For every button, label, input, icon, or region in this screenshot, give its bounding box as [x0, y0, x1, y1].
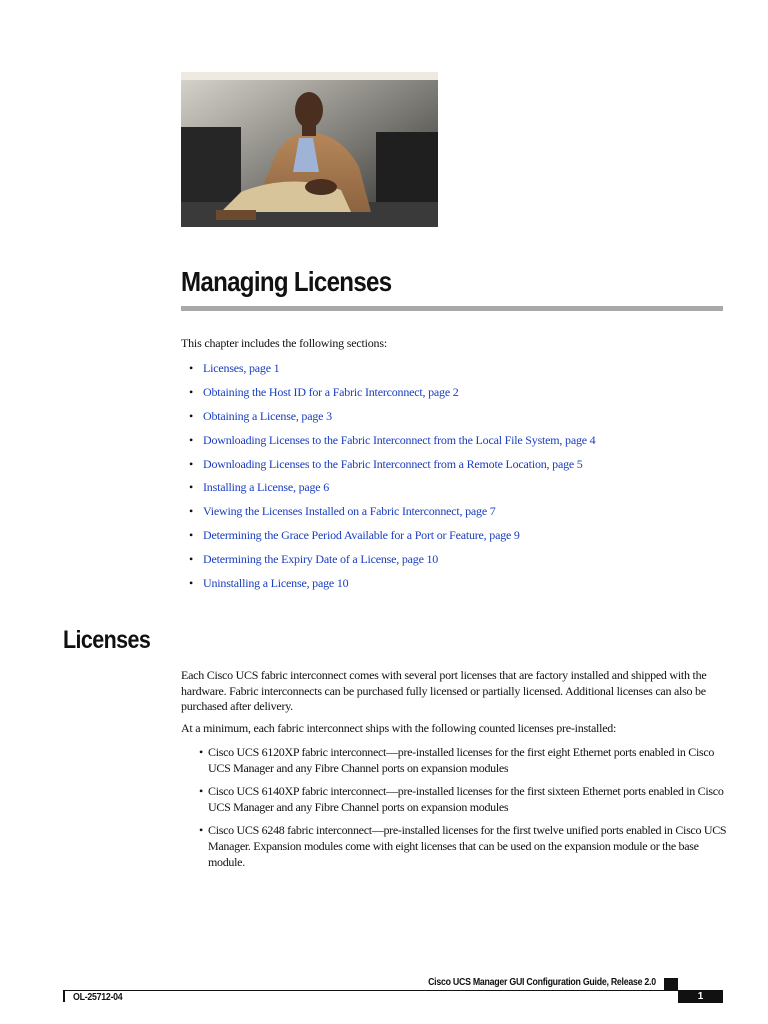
section-paragraph: Each Cisco UCS fabric interconnect comes with several port licenses that are factory installed and shipped with the hardware. Fabric interconnects can be purchased fully licensed or partially licensed. Additional licenses can also be purchased after delivery. [181, 668, 707, 714]
toc-item: • Installing a License, page 6 [189, 480, 330, 495]
section-paragraph: At a minimum, each fabric interconnect ships with the following counted licenses pre-installed: [181, 721, 617, 735]
list-item-text: Cisco UCS 6140XP fabric interconnect—pre-installed licenses for the first sixteen Ethernet ports enabled in Cisco UCS Manager and any Fibre Channel ports on expansion modules [208, 784, 724, 814]
footer-tick [63, 990, 65, 1002]
footer-guide-title: Cisco UCS Manager GUI Configuration Guide, Release 2.0 [428, 977, 656, 988]
toc-link[interactable]: Downloading Licenses to the Fabric Interconnect from the Local File System, page 4 [203, 432, 596, 447]
toc-link[interactable]: Determining the Expiry Date of a License, page 10 [203, 552, 439, 567]
toc-item: • Obtaining a License, page 3 [189, 408, 332, 423]
page-number: 1 [678, 990, 723, 1003]
toc-link[interactable]: Obtaining the Host ID for a Fabric Interconnect, page 2 [203, 384, 459, 399]
toc-item: • Obtaining the Host ID for a Fabric Interconnect, page 2 [189, 384, 459, 399]
toc-item: • Determining the Expiry Date of a License, page 10 [189, 552, 439, 567]
list-item: • Cisco UCS 6248 fabric interconnect—pre-installed licenses for the first twelve unified ports enabled in Cisco UCS Manager. Expansion modules come with eight licenses that can be used on the expansion module or the base module. [199, 823, 727, 869]
toc-item: • Downloading Licenses to the Fabric Interconnect from the Local File System, page 4 [189, 432, 596, 447]
toc-item: • Licenses, page 1 [189, 361, 280, 375]
footer-divider [63, 990, 723, 991]
toc-link[interactable]: Licenses, page 1 [203, 361, 280, 375]
toc-item: • Determining the Grace Period Available for a Port or Feature, page 9 [189, 528, 520, 543]
toc-item: • Viewing the Licenses Installed on a Fabric Interconnect, page 7 [189, 504, 496, 519]
section-title: Licenses [63, 626, 151, 654]
chapter-photo [181, 72, 438, 227]
license-bullet-list [199, 745, 729, 878]
toc-link[interactable]: Downloading Licenses to the Fabric Interconnect from a Remote Location, page 5 [203, 456, 583, 471]
toc-link[interactable]: Viewing the Licenses Installed on a Fabric Interconnect, page 7 [203, 504, 496, 519]
chapter-intro: This chapter includes the following sections: [181, 336, 387, 350]
toc-list [181, 361, 596, 600]
footer-marker [664, 978, 678, 990]
toc-item: • Downloading Licenses to the Fabric Interconnect from a Remote Location, page 5 [189, 456, 583, 471]
list-item-text: Cisco UCS 6248 fabric interconnect—pre-installed licenses for the first twelve unified ports enabled in Cisco UCS Manager. Expansion modules come with eight licenses that can be used on the expansion module or the base module. [208, 823, 727, 869]
toc-link[interactable]: Obtaining a License, page 3 [203, 408, 332, 423]
toc-item: • Uninstalling a License, page 10 [189, 576, 349, 591]
toc-link[interactable]: Installing a License, page 6 [203, 480, 330, 495]
footer-doc-number: OL-25712-04 [73, 992, 123, 1003]
toc-link[interactable]: Uninstalling a License, page 10 [203, 576, 349, 591]
list-item: • Cisco UCS 6120XP fabric interconnect—pre-installed licenses for the first eight Ethernet ports enabled in Cisco UCS Manager and any Fibre Channel ports on expansion modules [199, 745, 715, 775]
title-divider [181, 306, 723, 311]
chapter-title: Managing Licenses [181, 266, 392, 297]
toc-link[interactable]: Determining the Grace Period Available for a Port or Feature, page 9 [203, 528, 520, 543]
list-item: • Cisco UCS 6140XP fabric interconnect—pre-installed licenses for the first sixteen Ethernet ports enabled in Cisco UCS Manager and any Fibre Channel ports on expansion modules [199, 784, 724, 814]
list-item-text: Cisco UCS 6120XP fabric interconnect—pre-installed licenses for the first eight Ethernet ports enabled in Cisco UCS Manager and any Fibre Channel ports on expansion modules [208, 745, 715, 775]
